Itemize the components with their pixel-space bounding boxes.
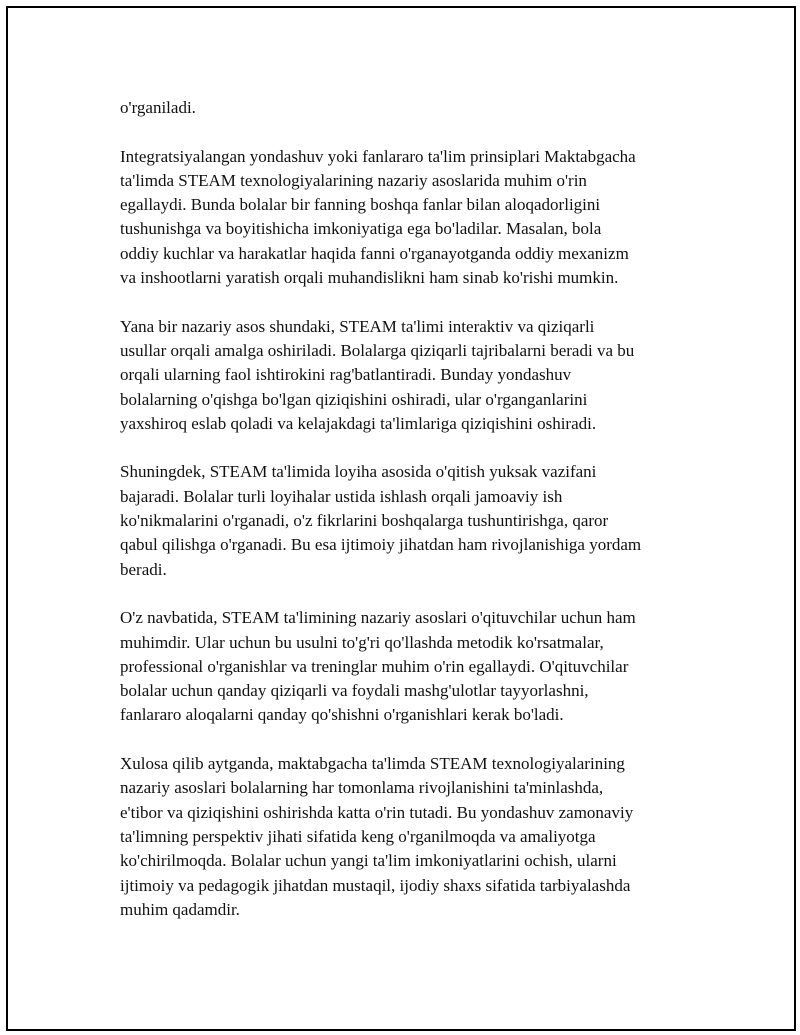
text-line: oddiy kuchlar va harakatlar haqida fanni o'rganayotganda oddiy mexanizm [120,243,629,263]
text-line: tushunishga va boyitishicha imkoniyatiga ega bo'ladilar. Masalan, bola [120,219,602,239]
text-line: usullar orqali amalga oshiriladi. Bolalarga qiziqarli tajribalarni beradi va bu [120,340,635,360]
paragraph-2 [120,145,710,291]
text-line: egallaydi. Bunda bolalar bir fanning boshqa fanlar bilan aloqadorligini [120,195,601,215]
text-line: muhimdir. Ular uchun bu usulni to'g'ri qo'llashda metodik ko'rsatmalar, [120,632,604,652]
text-line: e'tibor va qiziqishini oshirishda katta o'rin tutadi. Bu yondashuv zamonaviy [120,802,634,822]
text-line: ta'limda STEAM texnologiyalarining nazariy asoslarida muhim o'rin [120,170,587,190]
text-line: va inshootlarni yaratish orqali muhandislikni ham sinab ko'rishi mumkin. [120,268,619,288]
paragraph-3 [120,315,710,436]
document-body [120,96,710,946]
text-line: bolalar uchun qanday qiziqarli va foydali mashg'ulotlar tayyorlashni, [120,681,589,701]
page-frame [6,6,796,1031]
text-line: o'rganiladi. [120,98,196,117]
text-line: qabul qilishga o'rganadi. Bu esa ijtimoiy jihatdan ham rivojlanishiga yordam [120,535,642,555]
text-line: Integratsiyalangan yondashuv yoki fanlararo ta'lim prinsiplari Maktabgacha [120,146,636,166]
text-line: Xulosa qilib aytganda, maktabgacha ta'limda STEAM texnologiyalarining [120,754,625,774]
paragraph-5 [120,606,710,727]
text-line: bajaradi. Bolalar turli loyihalar ustida ishlash orqali jamoaviy ish [120,486,563,506]
text-line: Shuningdek, STEAM ta'limida loyiha asosida o'qitish yuksak vazifani [120,462,597,482]
text-line: bolalarning o'qishga bo'lgan qiziqishini oshiradi, ular o'rganganlarini [120,389,588,409]
text-line: O'z navbatida, STEAM ta'limining nazariy asoslari o'qituvchilar uchun ham [120,608,636,628]
paragraph-4 [120,460,710,581]
text-line: beradi. [120,559,167,579]
text-line: yaxshiroq eslab qoladi va kelajakdagi ta'limlariga qiziqishini oshiradi. [120,413,597,433]
text-line: ta'limning perspektiv jihati sifatida keng o'rganilmoqda va amaliyotga [120,826,596,846]
text-line: professional o'rganishlar va treninglar muhim o'rin egallaydi. O'qituvchilar [120,656,629,676]
text-line: orqali ularning faol ishtirokini rag'batlantiradi. Bunday yondashuv [120,365,572,385]
text-line: Yana bir nazariy asos shundaki, STEAM ta'limi interaktiv va qiziqarli [120,316,595,336]
paragraph-6 [120,752,710,922]
text-line: ko'chirilmoqda. Bolalar uchun yangi ta'lim imkoniyatlarini ochish, ularni [120,851,617,871]
text-line: muhim qadamdir. [120,899,240,919]
text-line: ko'nikmalarini o'rganadi, o'z fikrlarini boshqalarga tushuntirishga, qaror [120,511,609,531]
paragraph-1 [120,96,710,120]
text-line: ijtimoiy va pedagogik jihatdan mustaqil, ijodiy shaxs sifatida tarbiyalashda [120,875,631,895]
text-line: fanlararo aloqalarni qanday qo'shishni o'rganishlari kerak bo'ladi. [120,705,564,725]
text-line: nazariy asoslari bolalarning har tomonlama rivojlanishini ta'minlashda, [120,778,604,798]
